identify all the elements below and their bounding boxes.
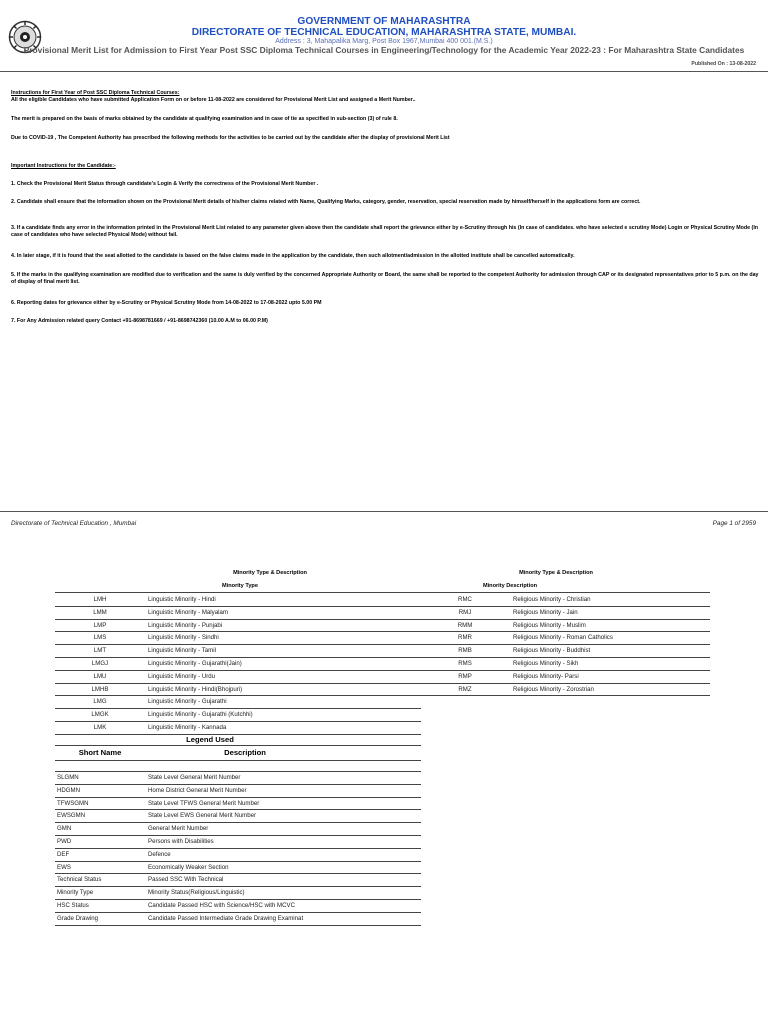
minority-description: Linguistic Minority - Sindhi	[148, 634, 219, 642]
minority-code: RMR	[458, 634, 472, 642]
minority-description: Linguistic Minority - Gujarathi(Jain)	[148, 660, 242, 667]
government-title: GOVERNMENT OF MAHARASHTRA	[297, 16, 471, 27]
minority-description: Linguistic Minority - Malyalam	[148, 608, 228, 616]
minority-row	[55, 708, 421, 722]
minority-description: Religious Minority - Buddhist	[513, 647, 591, 655]
legend-row	[55, 899, 421, 913]
minority-description: Linguistic Minority - Gujarathi	[148, 698, 227, 706]
minority-description: Religious Minority - Christian	[513, 596, 591, 603]
legend-short-name: Minority Type	[57, 889, 94, 897]
minority-description: Linguistic Minority - Punjabi	[148, 621, 223, 629]
minority-table-title: Minority Type & Description	[519, 570, 593, 576]
minority-row	[55, 619, 421, 633]
minority-code: LMH	[93, 596, 107, 603]
legend-description: State Level TFWS General Merit Number	[148, 799, 260, 807]
instruction-item: 3. If a candidate finds any error in the information printed in the Provisional Merit List related to any parameter given above then the candidate shall report the grievance either by e-Scrutiny through his (In case of candidates. who have selected e scrutiny Mode) Login or Physical Scrutiny Mode (In case of candidates who have selected Physical Mode) without fail.	[11, 225, 759, 239]
address-line: Address : 3, Mahapalika Marg, Post Box 1967,Mumbai 400 001.(M.S.)	[275, 38, 493, 45]
legend-row	[55, 784, 421, 798]
header-divider	[0, 71, 768, 72]
legend-row	[55, 822, 421, 836]
legend-row	[55, 809, 421, 823]
instruction-item: 1. Check the Provisional Merit Status through candidate's Login & Verify the correctness of the Provisional Merit Number .	[11, 181, 319, 187]
minority-table-left	[55, 580, 421, 740]
page-divider	[0, 511, 768, 512]
legend-row	[55, 861, 421, 875]
minority-description: Religious Minority - Sikh	[513, 660, 579, 667]
minority-code: LMHB	[91, 685, 109, 693]
minority-code: LMP	[93, 621, 107, 629]
minority-row	[420, 619, 710, 633]
legend-title: Legend Used	[186, 735, 234, 744]
minority-description: Linguistic Minority - Hindi	[148, 596, 216, 603]
legend-description: Persons with Disabilities	[148, 838, 214, 845]
legend-row	[55, 835, 421, 849]
legend-short-name: EWSGMN	[57, 812, 86, 820]
minority-code: RMM	[457, 621, 473, 629]
instructions-heading: Instructions for First Year of Post SSC Diploma Technical Courses:	[11, 90, 180, 96]
instruction-paragraph: All the eligible Candidates who have submitted Application Form on or before 11-08-2022 are considered for Provisional Merit List and assigned a Merit Number..	[11, 97, 416, 103]
instruction-item: 6. Reporting dates for grievance either by e-Scrutiny or Physical Scrutiny Mode from 14-08-2022 to 17-08-2022 upto 5.00 PM	[11, 300, 322, 306]
legend-description: State Level General Merit Number	[148, 774, 241, 781]
legend-description: Economically Weaker Section	[148, 863, 229, 871]
legend-description: Candidate Passed Intermediate Grade Drawing Examinat	[148, 914, 304, 922]
minority-description: Religious Minority- Parsi	[513, 672, 579, 680]
minority-description: Religious Minority - Roman Catholics	[513, 634, 613, 642]
minority-code: RMC	[458, 596, 472, 603]
legend-short-name: TFWSGMN	[57, 799, 89, 807]
minority-code: RMB	[458, 647, 472, 655]
legend-description: Minority Status(Religious/Linguistic)	[148, 889, 245, 897]
minority-row	[55, 657, 421, 671]
minority-row	[55, 695, 421, 709]
minority-row	[55, 721, 421, 735]
legend-short-name: PWD	[57, 838, 72, 845]
instruction-paragraph: The merit is prepared on the basis of marks obtained by the candidate at qualifying examination and in case of tie as specified in sub-section (3) of rule 8.	[11, 116, 398, 122]
minority-description: Linguistic Minority - Kannada	[148, 724, 227, 731]
instruction-item: 4. In later stage, if it is found that the seat allotted to the candidate is based on the false claims made in the application by the candidate, then such allotment/admission in the allotted institute shall be cancelled automatically.	[11, 253, 575, 259]
instruction-item: 5. If the marks in the qualifying examination are modified due to verification and the same is duly verified by the concerned Appropriate Authority or Board, the same shall be reported to the competent Authority for admission through CAP or its designated representatives prior to 5 p.m. on the day of display of final merit list.	[11, 272, 759, 286]
legend-short-name-header: Short Name	[78, 748, 122, 757]
footer-page-number: Page 1 of 2959	[712, 520, 756, 527]
minority-code: RMS	[458, 660, 472, 667]
minority-code: LMG	[93, 698, 107, 706]
minority-code: LMM	[93, 608, 107, 616]
minority-description: Religious Minority - Muslim	[513, 621, 586, 629]
legend-row	[55, 873, 421, 887]
minority-row	[420, 631, 710, 645]
minority-row	[55, 606, 421, 620]
minority-row	[420, 606, 710, 620]
minority-description: Linguistic Minority - Tamil	[148, 647, 216, 655]
legend-short-name: Grade Drawing	[57, 914, 98, 922]
minority-table-right	[420, 580, 710, 700]
legend-row	[55, 912, 421, 926]
minority-type-column-header: Minority Type	[222, 583, 258, 589]
instruction-item: 2. Candidate shall ensure that the information shown on the Provisional Merit details of his/her claims related with Name, Qualifying Marks, category, gender, reservation, special reservation made by himself/herself in the applications form are correct.	[11, 199, 641, 205]
minority-row	[420, 593, 710, 607]
instruction-paragraph: Due to COVID-19 , The Competent Authority has prescribed the following methods for the activities to be carried out by the candidate after the display of provisional Merit List	[11, 135, 450, 141]
legend-description: Home District General Merit Number	[148, 786, 247, 794]
minority-code: RMP	[458, 672, 472, 680]
minority-description: Linguistic Minority - Hindi(Bhojpuri)	[148, 685, 243, 693]
legend-short-name: HSC Status	[57, 902, 89, 909]
minority-code: LMK	[93, 724, 107, 731]
legend-short-name: Technical Status	[57, 876, 102, 884]
legend-short-name: EWS	[57, 863, 71, 871]
legend-short-name: HDGMN	[57, 786, 81, 794]
footer-directorate: Directorate of Technical Education , Mumbai	[11, 520, 137, 527]
important-instructions-heading: Important Instructions for the Candidate:-	[11, 163, 116, 169]
minority-table-title: Minority Type & Description	[233, 570, 307, 576]
minority-code: RMZ	[458, 685, 472, 693]
published-date: Published On : 13-08-2022	[691, 61, 756, 67]
legend-short-name: SLGMN	[57, 774, 79, 781]
minority-description: Linguistic Minority - Gujarathi (Kutchhi)	[148, 711, 253, 719]
minority-code: LMU	[93, 672, 107, 680]
minority-row	[55, 593, 421, 607]
minority-row	[420, 683, 710, 697]
minority-description: Religious Minority - Jain	[513, 608, 578, 616]
minority-description: Religious Minority - Zorostrian	[513, 685, 594, 693]
minority-code: LMS	[93, 634, 107, 642]
minority-header-rule	[420, 580, 710, 593]
minority-code: LMGJ	[91, 660, 109, 667]
legend-description: Defence	[148, 850, 171, 858]
minority-row	[55, 683, 421, 697]
legend-spacer-row	[55, 759, 421, 772]
instruction-item: 7. For Any Admission related query Contact +91-8698781669 / +91-8698742360 (10.00 A.M to 06.00 P.M)	[11, 318, 268, 324]
minority-row	[55, 644, 421, 658]
minority-row	[420, 644, 710, 658]
directorate-title: DIRECTORATE OF TECHNICAL EDUCATION, MAHARASHTRA STATE, MUMBAI.	[191, 26, 577, 38]
minority-row	[55, 631, 421, 645]
minority-description-column-header: Minority Description	[482, 583, 538, 589]
minority-code: LMT	[93, 647, 107, 655]
legend-description: General Merit Number	[148, 825, 209, 833]
minority-code: LMGK	[91, 711, 109, 719]
legend-row	[55, 797, 421, 811]
legend-row	[55, 848, 421, 862]
merit-list-title: Provisional Merit List for Admission to First Year Post SSC Diploma Technical Courses in Engineering/Technology for the Academic Year 2022-23 : For Maharashtra State Candidates	[23, 45, 745, 55]
minority-row	[55, 670, 421, 684]
minority-header-rule	[55, 580, 421, 593]
legend-description: Passed SSC With Technical	[148, 876, 224, 884]
legend-short-name: DEF	[57, 850, 70, 858]
legend-description: Candidate Passed HSC with Science/HSC with MCVC	[148, 902, 295, 909]
minority-description: Linguistic Minority - Urdu	[148, 672, 216, 680]
legend-description-header: Description	[224, 748, 266, 757]
legend-short-name: GMN	[57, 825, 72, 833]
legend-description: State Level EWS General Merit Number	[148, 812, 257, 820]
minority-code: RMJ	[458, 608, 472, 616]
minority-row	[420, 657, 710, 671]
legend-row	[55, 886, 421, 900]
minority-row	[420, 670, 710, 684]
legend-row	[55, 771, 421, 785]
